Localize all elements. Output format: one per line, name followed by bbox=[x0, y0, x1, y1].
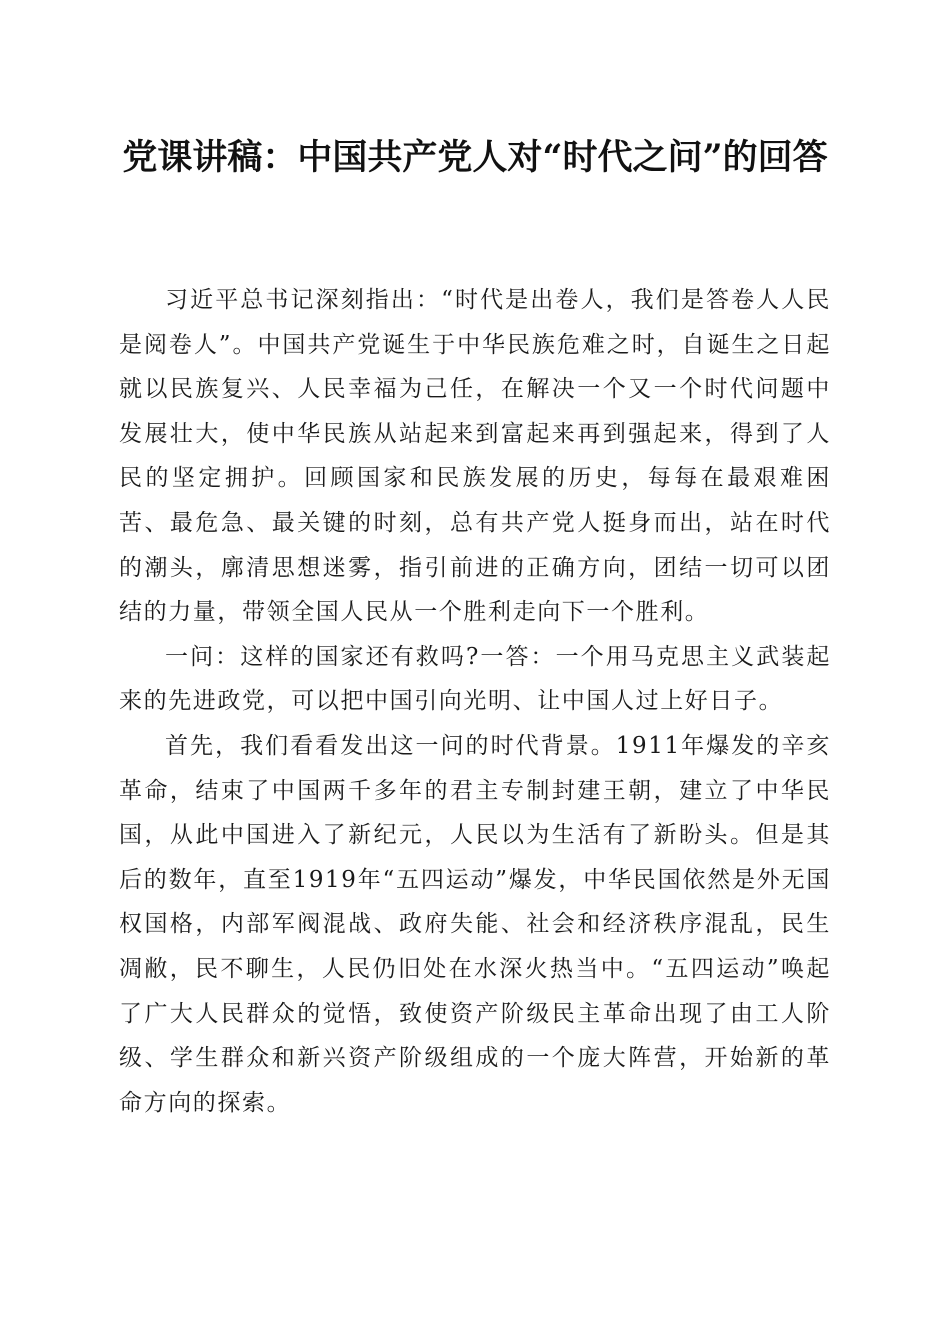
paragraph: 一问：这样的国家还有救吗?一答：一个用马克思主义武装起来的先进政党，可以把中国引向光明、让中国人过上好日子。 bbox=[119, 643, 831, 715]
paragraph: 首先，我们看看发出这一问的时代背景。1911年爆发的辛亥革命，结束了中国两千多年的君主专制封建王朝，建立了中华民国，从此中国进入了新纪元，人民以为生活有了新盼头。但是其后的数年，直至1919年“五四运动”爆发，中华民国依然是外无国权国格，内部军阀混战、政府失能、社会和经济秩序混乱，民生凋敝，民不聊生，人民仍旧处在水深火热当中。“五四运动”唤起了广大人民群众的觉悟，致使资产阶级民主革命出现了由工人阶级、学生群众和新兴资产阶级组成的一个庞大阵营，开始新的革命方向的探索。 bbox=[119, 732, 831, 1116]
document-body bbox=[119, 278, 831, 1125]
document-title: 党课讲稿：中国共产党人对“时代之问”的回答 bbox=[122, 137, 828, 178]
paragraph: 习近平总书记深刻指出：“时代是出卷人，我们是答卷人人民是阅卷人”。中国共产党诞生于中华民族危难之时，自诞生之日起就以民族复兴、人民幸福为己任，在解决一个又一个时代问题中发展壮大，使中华民族从站起来到富起来再到强起来，得到了人民的坚定拥护。回顾国家和民族发展的历史，每每在最艰难困苦、最危急、最关键的时刻，总有共产党人挺身而出，站在时代的潮头，廓清思想迷雾，指引前进的正确方向，团结一切可以团结的力量，带领全国人民从一个胜利走向下一个胜利。 bbox=[119, 287, 831, 626]
